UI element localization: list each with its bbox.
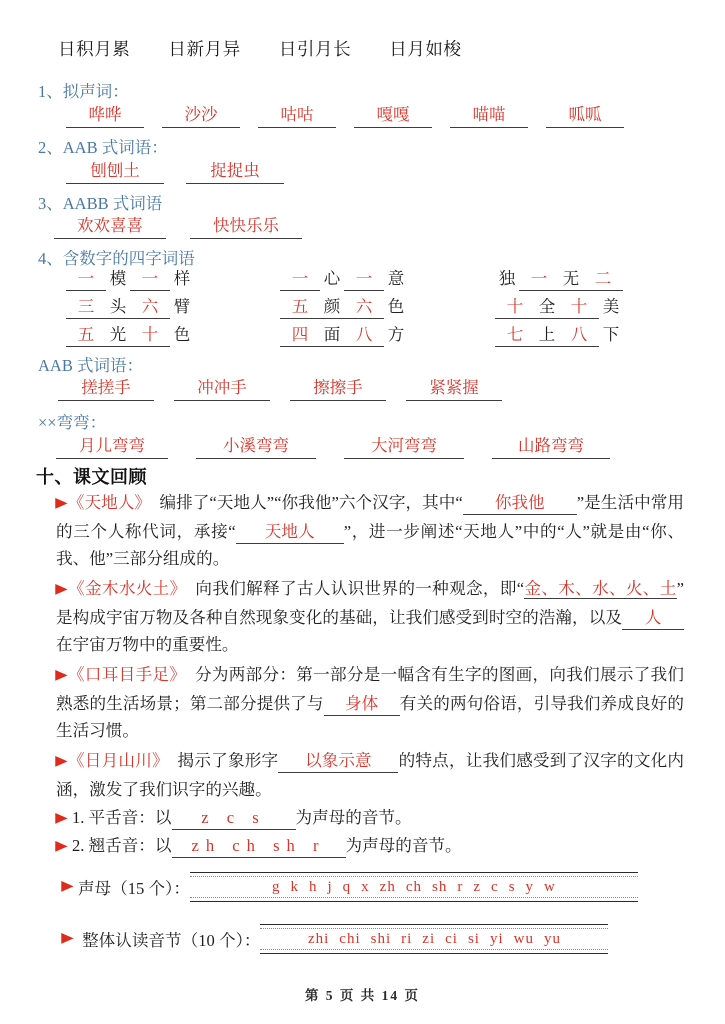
lesson-title: 《金木水火土》 <box>67 579 187 598</box>
idiom-blank[interactable]: 十 <box>130 324 170 347</box>
idiom-fixed: 色 <box>387 297 405 316</box>
pinyin-letter: sh <box>432 879 448 895</box>
idiom-fixed: 模 <box>109 269 127 288</box>
answer-blank[interactable]: 大河弯弯 <box>344 435 464 459</box>
section-heading-wanwan: ××弯弯： <box>38 413 107 432</box>
review-text: ”，进一步阐述“天地人”中的“人”就是由“你、我、他”三部分组成的。 <box>56 521 684 568</box>
triangle-bullet-icon: ▶ <box>55 496 68 511</box>
idiom-fixed: 光 <box>106 324 130 347</box>
number-idiom <box>495 324 623 347</box>
triangle-bullet-icon: ▶ <box>55 582 68 597</box>
review-item-koueryan <box>56 661 684 745</box>
pinyin-tail: 为声母的音节。 <box>295 808 412 827</box>
idiom-blank[interactable]: 六 <box>130 296 170 319</box>
lesson-title: 《口耳目手足》 <box>67 665 187 684</box>
answer-blank[interactable]: 擦擦手 <box>290 377 386 401</box>
pinyin-letter: yi <box>489 931 504 947</box>
triangle-bullet-icon: ▶ <box>55 668 68 683</box>
pinyin-letter: yu <box>543 931 561 947</box>
answer-blank[interactable]: 快快乐乐 <box>190 215 302 239</box>
review-text: ”是构成宇宙万物及各种自然现象变化的基础，让我们感受到时空的浩瀚，以及 <box>56 579 685 627</box>
pinyin-letter: z <box>473 879 482 895</box>
answer-blank[interactable]: 搓搓手 <box>58 377 154 401</box>
shengmu-letters <box>190 876 638 898</box>
pinyin-letter: w <box>544 879 556 895</box>
number-idiom <box>280 296 408 319</box>
triangle-bullet-icon: ▶ <box>55 811 68 826</box>
answer-blank[interactable]: z c s <box>172 808 296 830</box>
section-heading-aabb: 3、AABB 式词语 <box>38 194 163 213</box>
answer-blank[interactable]: 嘎嘎 <box>354 104 432 128</box>
answer-blank[interactable]: 捉捉虫 <box>186 160 284 184</box>
zhengtirendu-letters <box>260 928 608 950</box>
pinyin-letter: zh <box>379 879 396 895</box>
answer-blank[interactable]: 刨刨土 <box>66 160 164 184</box>
review-item-riyueshanchuan <box>56 747 684 803</box>
answer-blank[interactable]: 喵喵 <box>450 104 528 128</box>
idiom-blank[interactable]: 八 <box>344 324 384 347</box>
pinyin-letter: shi <box>370 931 392 947</box>
pinyin-letter: r <box>457 879 464 895</box>
pinyin-label: 2. 翘舌音：以 <box>71 836 172 855</box>
lesson-title: 《日月山川》 <box>67 751 169 770</box>
section-heading-onomatopoeia: 1、拟声词： <box>38 82 129 101</box>
idiom-blank[interactable]: 一 <box>280 268 320 291</box>
answer-blank[interactable]: 哗哗 <box>66 104 144 128</box>
answer-blank[interactable]: 人 <box>622 607 684 630</box>
zhengtirendu-label: 整体认读音节（10 个）： <box>82 931 261 950</box>
review-text: 向我们解释了古人认识世界的一种观念，即“ <box>195 579 525 598</box>
idiom-fixed: 头 <box>106 296 130 319</box>
idiom-fixed: 上 <box>535 324 559 347</box>
idiom-fixed: 心 <box>323 269 341 288</box>
idiom-fixed: 方 <box>387 325 405 344</box>
section-heading-aab-2: AAB 式词语： <box>38 356 143 375</box>
top-idiom: 日新月异 <box>168 39 241 59</box>
answer-blank[interactable]: 金、木、水、火、土 <box>524 579 677 598</box>
number-idiom <box>66 324 194 347</box>
pinyin-letter: k <box>290 879 299 895</box>
shengmu-row <box>62 872 638 902</box>
pinyin-letter: zhi <box>307 931 330 947</box>
idiom-fixed: 独 <box>498 269 516 288</box>
pinyin-letter: x <box>361 879 370 895</box>
zhengtirendu-answer-box[interactable] <box>260 924 608 954</box>
pinyin-letter: si <box>467 931 480 947</box>
number-idiom <box>66 268 194 291</box>
triangle-bullet-icon: ▶ <box>61 878 74 894</box>
idiom-blank[interactable]: 六 <box>344 296 384 319</box>
idiom-blank[interactable]: 十 <box>495 296 535 319</box>
idiom-blank[interactable]: 八 <box>559 324 599 347</box>
review-item-wuxing <box>56 575 684 659</box>
idiom-blank[interactable]: 五 <box>66 324 106 347</box>
idiom-fixed: 意 <box>387 269 405 288</box>
pinyin-letter: ri <box>401 931 413 947</box>
section-heading-aab: 2、AAB 式词语： <box>38 138 168 157</box>
number-idiom <box>495 296 623 319</box>
answer-row-aab <box>66 160 284 184</box>
idiom-fixed: 颜 <box>320 296 344 319</box>
answer-row-aab-2 <box>58 377 502 401</box>
answer-blank[interactable]: 欢欢喜喜 <box>54 215 166 239</box>
idiom-fixed: 面 <box>320 324 344 347</box>
pinyin-tail: 为声母的音节。 <box>345 836 462 855</box>
zhengtirendu-row <box>62 924 608 954</box>
idiom-fixed: 下 <box>602 325 620 344</box>
review-text: 的特点，让我们感受到了汉字的文化内涵，激发了我们识字的兴趣。 <box>56 751 685 799</box>
answer-blank[interactable]: 紧紧握 <box>406 377 502 401</box>
idiom-fixed: 美 <box>602 297 620 316</box>
idiom-blank[interactable]: 一 <box>130 268 170 291</box>
idiom-blank[interactable]: 五 <box>280 296 320 319</box>
pinyin-letter: g <box>272 879 281 895</box>
pinyin-letter: y <box>525 879 535 895</box>
shengmu-answer-box[interactable] <box>190 872 638 902</box>
pinyin-letter: zi <box>422 931 436 947</box>
idiom-blank[interactable]: 三 <box>66 296 106 319</box>
review-text: 揭示了象形字 <box>177 751 279 770</box>
page-footer: 第 5 页 共 14 页 <box>304 988 421 1003</box>
answer-blank[interactable]: 沙沙 <box>162 104 240 128</box>
triangle-bullet-icon: ▶ <box>61 930 74 946</box>
answer-blank[interactable]: 冲冲手 <box>174 377 270 401</box>
idiom-blank[interactable]: 一 <box>519 268 559 291</box>
page-title-review: 十、课文回顾 <box>36 467 147 487</box>
review-text: 有关的两句俗语，引导我们养成良好的生活习惯。 <box>56 693 685 740</box>
top-idiom: 日积月累 <box>58 39 131 59</box>
lesson-title: 《天地人》 <box>67 493 152 512</box>
idiom-blank[interactable]: 十 <box>559 296 599 319</box>
answer-blank[interactable]: 呱呱 <box>546 104 624 128</box>
review-text: 编排了“天地人”“你我他”六个汉字，其中“ <box>159 493 463 512</box>
answer-blank[interactable]: 月儿弯弯 <box>56 435 168 459</box>
number-idiom <box>495 268 623 291</box>
pinyin-letter: ch <box>405 879 423 895</box>
shengmu-label: 声母（15 个）： <box>77 879 190 898</box>
idiom-fixed: 样 <box>173 269 191 288</box>
triangle-bullet-icon: ▶ <box>55 839 68 854</box>
idiom-fixed: 臂 <box>173 297 191 316</box>
pinyin-letter: s <box>508 879 516 895</box>
review-text: ”是生活中常用的三个人称代词，承接“ <box>56 493 684 541</box>
idiom-blank[interactable]: 四 <box>280 324 320 347</box>
review-text: 在宇宙万物中的重要性。 <box>56 635 239 654</box>
pinyin-letter: q <box>342 879 352 895</box>
pinyin-letter: chi <box>339 931 361 947</box>
answer-blank[interactable]: zh ch sh r <box>172 836 346 858</box>
number-idiom <box>280 324 408 347</box>
top-idiom: 日引月长 <box>278 39 352 59</box>
review-text: 分为两部分：第一部分是一幅含有生字的图画，向我们展示了我们熟悉的生活场景；第二部分提供了与 <box>56 665 685 713</box>
idiom-fixed: 无 <box>559 268 583 291</box>
answer-row-aabb <box>54 215 302 239</box>
pinyin-row-flat-tongue <box>56 804 412 830</box>
idiom-fixed: 全 <box>535 296 559 319</box>
idiom-fixed: 色 <box>173 325 191 344</box>
top-idiom-row <box>58 36 462 61</box>
number-idiom <box>280 268 408 291</box>
top-idiom: 日月如梭 <box>389 39 462 59</box>
triangle-bullet-icon: ▶ <box>55 754 68 769</box>
pinyin-letter: c <box>491 879 499 895</box>
pinyin-label: 1. 平舌音：以 <box>71 808 172 827</box>
pinyin-letter: h <box>309 879 318 895</box>
answer-blank[interactable]: 咕咕 <box>258 104 336 128</box>
idiom-blank[interactable]: 七 <box>495 324 535 347</box>
answer-blank[interactable]: 小溪弯弯 <box>196 435 316 459</box>
pinyin-letter: j <box>327 879 333 895</box>
answer-row-wanwan <box>56 435 610 459</box>
section-heading-number-idioms: 4、含数字的四字词语 <box>38 249 195 268</box>
review-item-tiandiren <box>56 489 684 573</box>
answer-blank[interactable]: 山路弯弯 <box>492 435 610 459</box>
answer-blank[interactable]: 你我他 <box>463 492 577 515</box>
number-idiom <box>66 296 194 319</box>
answer-blank[interactable]: 以象示意 <box>278 750 398 773</box>
pinyin-letter: wu <box>513 931 534 947</box>
idiom-blank[interactable]: 一 <box>344 268 384 291</box>
answer-blank[interactable]: 身体 <box>324 693 400 716</box>
pinyin-letter: ci <box>445 931 458 947</box>
idiom-blank[interactable]: 二 <box>583 268 623 291</box>
idiom-blank[interactable]: 一 <box>66 268 106 291</box>
answer-blank[interactable]: 天地人 <box>236 521 344 544</box>
pinyin-row-curled-tongue <box>56 832 462 858</box>
answer-row-onomatopoeia <box>66 104 624 128</box>
